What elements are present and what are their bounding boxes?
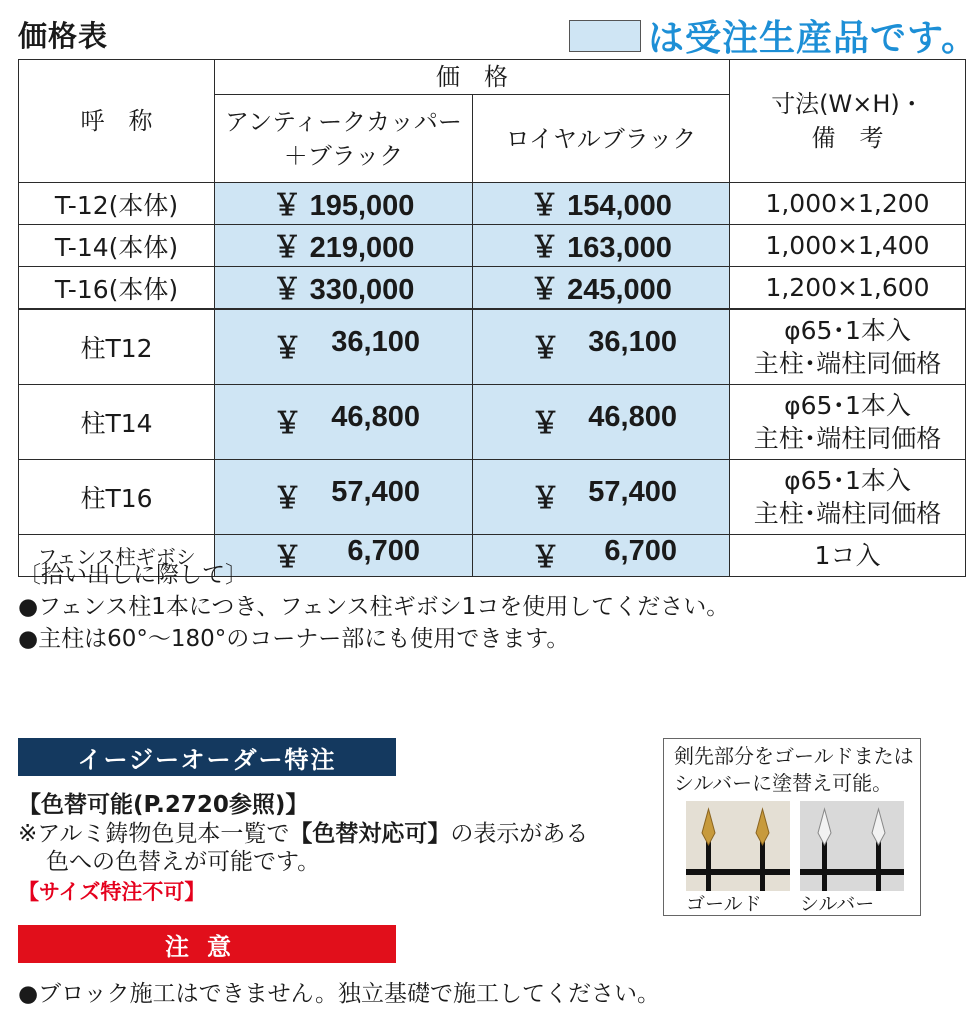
yen-sign: ￥ [273,408,303,440]
table-row [19,183,966,225]
price-value: 57,400 [331,476,420,508]
price-value: 46,800 [331,401,420,433]
row-price-2 [473,384,730,459]
header-col1-line2: ＋ブラック [283,141,404,170]
price-value: 36,100 [331,326,420,359]
price-value: 6,700 [347,534,420,567]
row-dims: 1,000×1,200 [730,183,966,225]
yen-sign: ￥ [273,541,303,574]
yen-sign: ￥ [531,483,561,515]
row-dims [730,309,966,384]
row-dims-line2: 主柱･端柱同価格 [753,423,942,453]
header-col2: ロイヤルブラック [473,95,730,183]
yen-sign: ￥ [531,408,561,440]
yen-sign: ￥ [273,483,303,515]
row-price-1: ￥ 330,000 [215,267,473,310]
table-row [19,225,966,267]
note-item: ●主柱は60°～180°のコーナー部にも使用できます。 [18,626,570,652]
yen-sign: ￥ [273,333,303,366]
row-dims-line1: φ65･1本入 [784,465,911,495]
size-note: 【サイズ特注不可】 [18,880,206,904]
row-name: 柱T16 [19,459,215,534]
row-dims: 1,200×1,600 [730,267,966,310]
photo-caption-line2: シルバーに塗替え可能。 [674,771,893,795]
page-title: 価格表 [18,19,109,53]
caution-item: ●ブロック施工はできません。独立基礎で施工してください。 [18,981,660,1007]
photo-caption [674,743,914,797]
price-value: 46,800 [588,401,677,433]
row-price-1: ￥ 195,000 [215,183,473,225]
row-price-2: ￥ 245,000 [473,267,730,310]
row-price-2 [473,534,730,576]
header-col1-line1: アンティークカッパー [225,107,462,136]
row-dims-line1: φ65･1本入 [784,315,911,345]
legend-swatch [569,20,641,52]
row-price-2: ￥ 154,000 [473,183,730,225]
header-price: 価 格 [215,60,730,95]
table-row [19,309,966,384]
silver-finial-image [800,801,904,891]
row-name: T-12(本体) [19,183,215,225]
table-row [19,384,966,459]
caution-bar: 注意 [18,925,396,963]
row-price-1 [215,384,473,459]
price-value: 6,700 [604,534,677,567]
row-dims: 1,000×1,400 [730,225,966,267]
row-name: T-14(本体) [19,225,215,267]
desc-pre: ※アルミ鋳物色見本一覧で [18,821,290,847]
price-table [18,59,966,577]
note-item: ●フェンス柱1本につき、フェンス柱ギボシ1コを使用してください。 [18,594,730,620]
gold-label: ゴールド [686,893,762,915]
header-name: 呼 称 [19,60,215,183]
finial-photo-box [663,738,921,916]
row-name: 柱T12 [19,309,215,384]
row-price-1: ￥ 219,000 [215,225,473,267]
row-name: 柱T14 [19,384,215,459]
price-value: 36,100 [588,326,677,359]
row-price-1 [215,459,473,534]
row-dims [730,384,966,459]
row-dims [730,459,966,534]
legend-text: は受注生産品です。 [648,18,979,59]
desc-bold: 【色替対応可】 [289,821,451,847]
row-dims-line1: φ65･1本入 [784,390,911,420]
price-value: 57,400 [588,476,677,508]
header-dims-line1: 寸法(W×H)・ [771,90,924,118]
yen-sign: ￥ [531,541,561,574]
easy-order-bar: イージーオーダー特注 [18,738,396,776]
row-name: T-16(本体) [19,267,215,310]
row-price-2: ￥ 163,000 [473,225,730,267]
row-dims-line2: 主柱･端柱同価格 [753,498,942,528]
row-price-1 [215,309,473,384]
header-col1 [215,95,473,183]
silver-label: シルバー [800,893,875,915]
row-name: フェンス柱ギボシ [19,534,215,576]
table-row [19,267,966,310]
gold-finial-image [686,801,790,891]
yen-sign: ￥ [531,333,561,366]
easy-order-desc-2: 色への色替えが可能です。 [46,849,321,875]
notes-heading: 〔拾い出しに際して〕 [18,562,248,588]
row-price-2 [473,309,730,384]
table-row [19,459,966,534]
row-dims: 1コ入 [730,534,966,576]
desc-post: の表示がある [450,821,589,847]
row-price-1 [215,534,473,576]
color-change-heading: 【色替可能(P.2720参照)】 [18,792,309,818]
header-dims [730,60,966,183]
header-dims-line2: 備 考 [811,124,884,152]
row-dims-line2: 主柱･端柱同価格 [753,348,942,378]
photo-caption-line1: 剣先部分をゴールドまたは [674,744,914,768]
row-price-2 [473,459,730,534]
